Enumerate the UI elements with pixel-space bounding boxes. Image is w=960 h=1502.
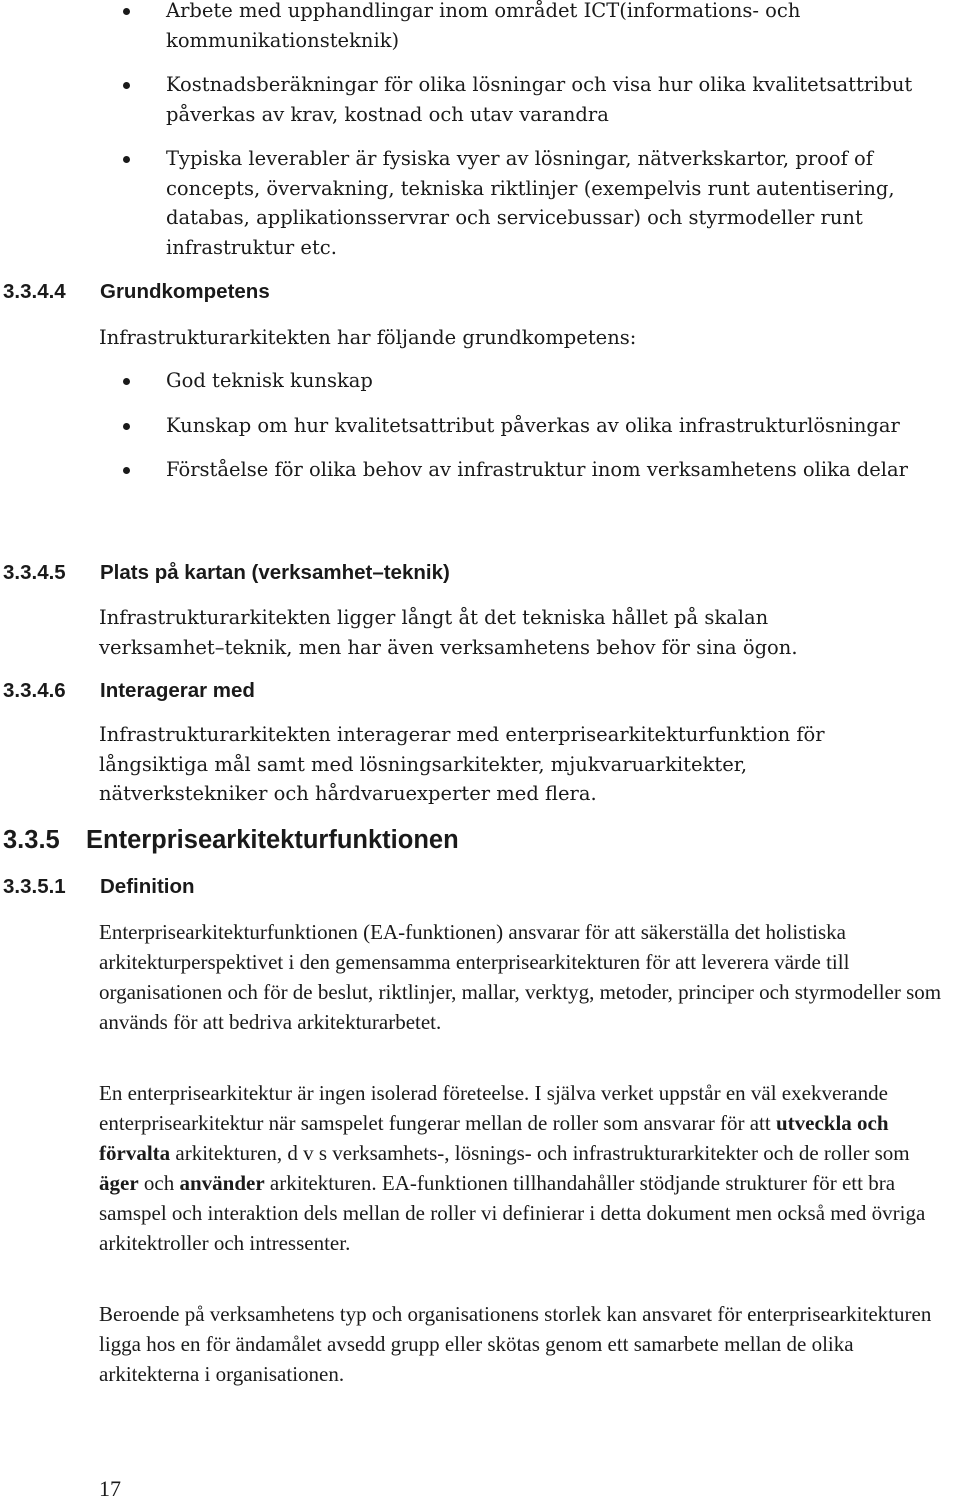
heading-number: 3.3.4.5 bbox=[3, 561, 66, 584]
heading-title: Definition bbox=[100, 875, 195, 898]
plats-pa-kartan-text: Infrastrukturarkitekten ligger långt åt det tekniska hållet på skalan verksamhet–teknik, men har även verksamhetens behov för sina ögon. bbox=[99, 606, 798, 659]
text-run: arkitekturen, d v s verksamhets-, lösnings- och infrastrukturarkitekter och de roller som bbox=[170, 1141, 910, 1165]
bullet-item: Typiska leverabler är fysiska vyer av lösningar, nätverkskartor, proof of concepts, övervakning, tekniska riktlinjer (exempelvis runt autentisering, databas, applikationsservrar och servicebussar) och styrmodeller runt infrastruktur etc. bbox=[0, 144, 960, 262]
bold-text: äger bbox=[99, 1171, 139, 1195]
heading-title: Interagerar med bbox=[100, 679, 255, 702]
text-run: och bbox=[138, 1171, 180, 1195]
heading-number: 3.3.5 bbox=[3, 826, 60, 854]
bullet-item: Arbete med upphandlingar inom området ICT(informations- och kommunikationsteknik) bbox=[0, 0, 960, 55]
definition-paragraph-1: Enterprisearkitekturfunktionen (EA-funktionen) ansvarar för att säkerställa det holistiska arkitekturperspektivet i den gemensamma enterprisearkitekturen för att leverera värde till organisationen och för de beslut, riktlinjer, mallar, verktyg, metoder, principer och styrmodeller som används för att bedriva arkitekturarbetet. bbox=[99, 920, 942, 1034]
heading-number: 3.3.5.1 bbox=[3, 875, 66, 898]
heading-number: 3.3.4.6 bbox=[3, 679, 66, 702]
grundkompetens-bullet-list bbox=[0, 366, 960, 485]
heading-grundkompetens bbox=[3, 278, 270, 306]
bullet-item: Kostnadsberäkningar för olika lösningar och visa hur olika kvalitetsattribut påverkas av krav, kostnad och utav varandra bbox=[0, 70, 960, 129]
bold-text: utveckla och förvalta bbox=[99, 1111, 889, 1165]
bullet-item: Kunskap om hur kvalitetsattribut påverkas av olika infrastrukturlösningar bbox=[0, 411, 960, 441]
page-number: 17 bbox=[99, 1476, 121, 1501]
heading-number: 3.3.4.4 bbox=[3, 280, 66, 303]
heading-definition bbox=[3, 873, 195, 901]
interagerar-med-text: Infrastrukturarkitekten interagerar med enterprisearkitekturfunktion för långsiktiga mål samt med lösningsarkitekter, mjukvaruarkitekter, nätverkstekniker och hårdvaruexperter med flera. bbox=[99, 723, 825, 805]
heading-enterprisearkitekturfunktionen bbox=[3, 824, 459, 856]
text-run: arkitekturen. EA-funktionen tillhandahåller stödjande strukturer för ett bra samspel och interaktion dels mellan de roller vi definierar i detta dokument men också med övriga arkitektroller och intressenter. bbox=[99, 1171, 926, 1255]
bullet-item: Förståelse för olika behov av infrastruktur inom verksamhetens olika delar bbox=[0, 455, 960, 485]
definition-paragraph-2 bbox=[99, 1078, 949, 1258]
top-bullet-list bbox=[0, 0, 960, 262]
bullet-item: God teknisk kunskap bbox=[0, 366, 960, 396]
heading-title: Enterprisearkitekturfunktionen bbox=[86, 826, 459, 854]
heading-interagerar-med bbox=[3, 677, 255, 705]
heading-title: Grundkompetens bbox=[100, 280, 270, 303]
heading-plats-pa-kartan bbox=[3, 559, 450, 587]
grundkompetens-intro: Infrastrukturarkitekten har följande grundkompetens: bbox=[99, 326, 637, 349]
text-run: En enterprisearkitektur är ingen isolerad företeelse. I själva verket uppstår en väl exekverande enterprisearkitektur när samspelet fungerar mellan de roller som ansvarar för att bbox=[99, 1081, 888, 1135]
heading-title: Plats på kartan (verksamhet–teknik) bbox=[100, 561, 450, 584]
bold-text: använder bbox=[179, 1171, 265, 1195]
definition-paragraph-3: Beroende på verksamhetens typ och organisationens storlek kan ansvaret för enterprisearkitekturen ligga hos en för ändamålet avsedd grupp eller skötas genom ett samarbete mellan de olika arkitekterna i organisationen. bbox=[99, 1302, 932, 1386]
